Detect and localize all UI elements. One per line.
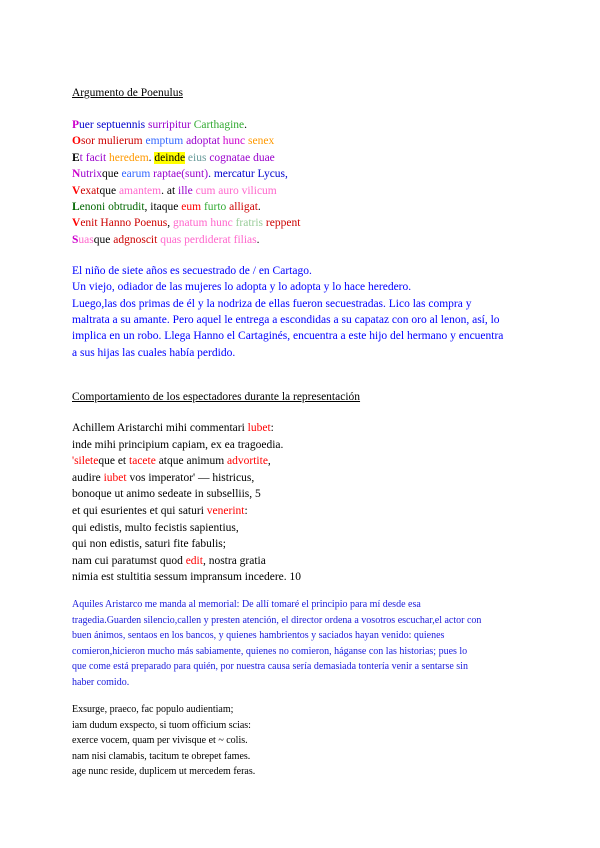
- latin-line: [72, 183, 277, 199]
- text-run: emptum: [145, 135, 187, 148]
- verse-line: [72, 486, 261, 502]
- text-run: atque animum: [155, 455, 228, 468]
- verse-line: [72, 453, 271, 469]
- heading-comportamiento: Comportamiento de los espectadores durante la representación: [72, 391, 361, 403]
- text-run: alligat: [229, 201, 258, 213]
- text-run: edit: [185, 554, 203, 567]
- spanish-2-line: buen ánimos, sentaos en los bancos, y quienes hambrientos y saciados hayan venido: quienes: [72, 630, 445, 642]
- verse-line: [72, 536, 226, 552]
- text-run: qui non edistis, saturi fite fabulis;: [72, 538, 226, 551]
- text-run: Carthagine: [190, 119, 245, 131]
- text-run: gnatum hunc: [172, 217, 236, 230]
- text-run: inde mihi principium capiam, ex ea tragoedia.: [72, 438, 284, 451]
- text-run: adoptat: [186, 135, 223, 148]
- heading-argumento: Argumento de Poenulus: [72, 87, 183, 99]
- text-run: cognatae duae: [209, 151, 275, 164]
- text-run: ,: [267, 455, 271, 468]
- closing-line: iam dudum exspecto, si tuom officium scias:: [72, 719, 251, 731]
- text-run: :: [244, 505, 248, 517]
- text-run: :: [270, 422, 274, 434]
- spanish-1-line: implica en un robo. Llega Hanno el Cartaginés, encuentra a este hijo del hermano y encuentra: [72, 330, 504, 343]
- text-run: tacete: [129, 455, 156, 468]
- verse-line: [72, 553, 266, 569]
- latin-line: [72, 232, 260, 248]
- text-run: deinde: [154, 151, 186, 164]
- text-run: et: [114, 455, 130, 468]
- latin-line: [72, 133, 274, 149]
- closing-line: nam nisi clamabis, tacitum te obrepet fames.: [72, 750, 251, 762]
- verse-line: [72, 503, 248, 519]
- text-run: uas: [78, 233, 94, 246]
- text-run: V: [72, 217, 81, 230]
- text-run: heredem: [109, 151, 149, 164]
- closing-line: Exsurge, praeco, fac populo audientiam;: [72, 704, 234, 715]
- text-run: et qui esurientes et qui saturi: [72, 505, 207, 517]
- text-run: eum: [181, 201, 204, 213]
- text-run: P: [72, 119, 80, 131]
- spanish-2-line: comieron,hicieron mucho más sabiamente, quienes no comieron, háganse con las historias; pues lo: [72, 645, 468, 657]
- text-run: venerint: [206, 505, 245, 517]
- spanish-2-line: Aquiles Aristarco me manda al memorial: De allí tomaré el principio para mí desde esa: [72, 599, 421, 610]
- text-run: exat: [80, 184, 100, 197]
- text-run: .: [148, 151, 155, 164]
- text-run: sor mulierum: [80, 135, 146, 148]
- text-run: .: [257, 201, 261, 213]
- text-run: que: [99, 184, 119, 197]
- text-run: raptae(sunt): [153, 168, 209, 181]
- text-run: amantem: [118, 184, 162, 197]
- text-run: iubet: [103, 471, 127, 484]
- text-run: que: [102, 168, 122, 181]
- spanish-2-line: que come está preparado para quién, por nuestra causa sería demasiada tontería venir a sentarse sin: [72, 661, 468, 673]
- text-run: nam cui paratumst quod: [72, 554, 186, 567]
- text-run: que: [98, 455, 115, 468]
- text-run: senex: [248, 135, 275, 148]
- text-run: enit Hanno Poenus: [80, 217, 168, 230]
- verse-line: [72, 437, 283, 453]
- text-run: furto: [203, 201, 230, 213]
- text-run: quas perdiderat filias: [160, 233, 257, 246]
- latin-line: [72, 199, 261, 215]
- text-run: .: [256, 233, 260, 246]
- text-run: audire: [72, 471, 104, 484]
- text-run: cum auro vilicum: [195, 184, 277, 197]
- text-run: .: [244, 119, 248, 131]
- text-run: 'silete: [72, 455, 99, 468]
- text-run: O: [72, 135, 81, 148]
- text-run: advortite: [227, 455, 268, 468]
- text-run: . mercatur Lycus,: [208, 168, 288, 181]
- text-run: V: [72, 184, 81, 197]
- latin-line: [72, 150, 275, 166]
- verse-line: [72, 569, 301, 585]
- text-run: fratris: [235, 217, 266, 230]
- latin-line: [72, 117, 247, 133]
- spanish-1-line: maltrata a su amante. Pero aquel le entrega a escondidas a su capataz con oro al lenon, así, lo: [72, 313, 500, 326]
- verse-line: [72, 520, 239, 536]
- text-run: que: [93, 233, 114, 246]
- text-run: reppent: [265, 217, 301, 230]
- text-run: Achillem Aristarchi mihi commentari: [72, 422, 248, 434]
- text-run: utrix: [80, 168, 103, 181]
- text-run: E: [72, 151, 80, 164]
- spanish-1-line: El niño de siete años es secuestrado de / en Cartago.: [72, 265, 312, 277]
- spanish-1-line: Luego,las dos primas de él y la nodriza de ellas fueron secuestradas. Lico las compra y: [72, 297, 472, 310]
- closing-line: age nunc reside, duplicem ut mercedem feras.: [72, 766, 256, 777]
- text-run: adgnoscit: [113, 233, 161, 246]
- text-run: vos imperator' — histricus,: [126, 471, 255, 484]
- text-run: , nostra gratia: [202, 554, 266, 567]
- spanish-1-line: a sus hijas las cuales había perdido.: [72, 346, 236, 359]
- text-run: bonoque ut animo sedeate in subselliis, 5: [72, 488, 261, 501]
- text-run: t facit: [79, 151, 110, 164]
- text-run: S: [72, 233, 79, 246]
- latin-line: [72, 166, 288, 182]
- text-run: qui edistis, multo fecistis sapientius,: [72, 521, 239, 534]
- text-run: ,: [167, 217, 173, 230]
- spanish-2-line: tragedia.Guarden silencio,callen y presten atención, el director ordena a vosotros escuchar,el actor con: [72, 614, 482, 626]
- text-run: enoni obtrudit: [79, 201, 145, 213]
- spanish-2-line: haber comido.: [72, 677, 130, 688]
- text-run: L: [72, 201, 80, 213]
- spanish-1-line: Un viejo, odiador de las mujeres lo adopta y lo adopta y lo hace heredero.: [72, 281, 412, 294]
- text-run: N: [72, 168, 81, 181]
- text-run: nimia est stultitia sessum impransum incedere. 10: [72, 571, 302, 584]
- verse-line: [72, 420, 274, 436]
- text-run: ille: [178, 184, 196, 197]
- text-run: hunc: [222, 135, 249, 148]
- text-run: eius: [185, 151, 210, 164]
- text-run: lubet: [247, 422, 271, 434]
- text-run: , itaque: [144, 201, 182, 213]
- closing-line: exerce vocem, quam per vivisque et ~ colis.: [72, 735, 248, 746]
- text-run: uer septuennis: [79, 119, 149, 131]
- verse-line: [72, 470, 254, 486]
- text-run: surripitur: [148, 119, 191, 131]
- text-run: earum: [121, 168, 154, 181]
- latin-line: [72, 215, 300, 231]
- text-run: . at: [161, 184, 179, 197]
